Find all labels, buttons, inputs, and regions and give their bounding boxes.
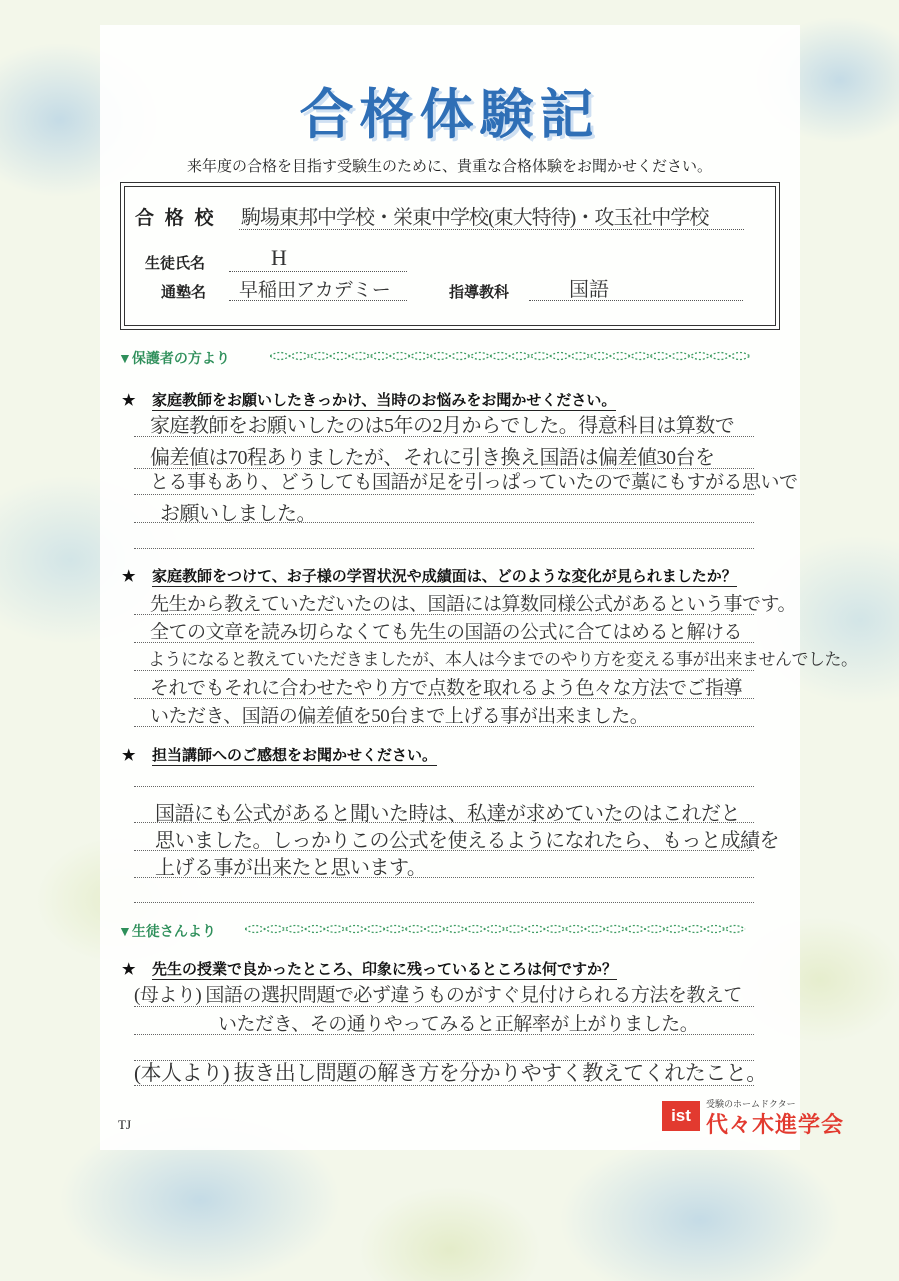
answer-4-dotline-1 [134,1006,754,1007]
answer-1-dotline-3 [134,494,754,495]
star-icon: ★ [122,568,136,585]
page-subtitle: 来年度の合格を目指す受験生のために、貴重な合格体験をお聞かせください。 [186,159,712,175]
question-1 [122,389,616,410]
answer-4-line-3: (本人より) 抜き出し問題の解き方を分かりやすく教えてくれたこと。 [134,1061,767,1085]
juku-dotline [229,300,407,301]
decorative-wave-student [245,922,760,936]
school-value: 駒場東邦中学校・栄東中学校(東大特待)・攻玉社中学校 [241,207,709,229]
star-icon: ★ [122,747,136,764]
answer-4-dotline-4 [134,1085,754,1086]
school-label: 合 格 校 [135,208,217,229]
subject-label: 指導教科 [449,285,510,301]
answer-2-dotline-3 [134,670,754,671]
answer-1-line-3: とる事もあり、どうしても国語が足を引っぱっていたので藁にもすがる思いで [150,472,798,493]
student-name-label: 生徒氏名 [145,256,206,272]
logo-name: 代々木進学会 [706,1112,845,1137]
logo-badge: ist [662,1101,700,1131]
answer-1-line-2: 偏差値は70程ありましたが、それに引き換え国語は偏差値30台を [150,447,715,469]
decorative-wave-parents [270,349,760,363]
page-title: 合格体験記 [299,83,600,146]
answer-3-dotline-5 [134,902,754,903]
question-2 [122,565,737,586]
answer-1-dotline-5 [134,548,754,549]
answer-2-dotline-4 [134,698,754,699]
answer-3-line-2: 思いました。しっかりこの公式を使えるようになれたら、もっと成績を [155,830,779,852]
answer-2-dotline-1 [134,614,754,615]
answer-2-line-2: 全ての文章を読み切らなくても先生の国語の公式に合てはめると解ける [150,622,743,643]
company-logo [662,1097,852,1137]
school-dotline [239,229,744,230]
answer-3-dotline-2 [134,822,754,823]
answer-4-line-1: (母より) 国語の選択問題で必ず違うものがすぐ見付けられる方法を教えて [134,985,742,1006]
answer-4-line-2: いただき、その通りやってみると正解率が上がりました。 [218,1014,699,1035]
question-4 [122,958,617,979]
answer-2-line-3: ようになると教えていただきましたが、本人は今までのやり方を変える事が出来ませんでした。 [148,650,858,669]
answer-1-line-1: 家庭教師をお願いしたのは5年の2月からでした。得意科目は算数で [150,415,735,437]
question-3 [122,744,437,765]
answer-1-dotline-1 [134,436,754,437]
question-3-text: 担当講師へのご感想をお聞かせください。 [152,747,438,764]
section-heading-parents: ▼保護者の方より [118,350,230,366]
answer-1-dotline-4 [134,522,754,523]
question-1-text: 家庭教師をお願いしたきっかけ、当時のお悩みをお聞かせください。 [152,392,617,409]
logo-tagline: 受験のホームドクター [706,1099,796,1109]
star-icon: ★ [122,392,136,409]
answer-3-dotline-4 [134,877,754,878]
answer-3-line-3: 上げる事が出来たと思います。 [155,857,427,879]
juku-value: 早稲田アカデミー [239,280,391,301]
answer-2-dotline-5 [134,726,754,727]
subject-value: 国語 [569,279,609,301]
question-2-text: 家庭教師をつけて、お子様の学習状況や成績面は、どのような変化が見られましたか？ [152,568,737,585]
question-4-text: 先生の授業で良かったところ、印象に残っているところは何ですか？ [152,961,618,978]
answer-2-dotline-2 [134,642,754,643]
answer-3-dotline-1 [134,786,754,787]
answer-3-line-1: 国語にも公式があると聞いた時は、私達が求めていたのはこれだと [155,803,740,825]
section-heading-student: ▼生徒さんより [118,923,216,939]
student-name-value: H [271,245,287,270]
answer-4-dotline-2 [134,1034,754,1035]
student-name-dotline [229,271,407,272]
star-icon: ★ [122,961,136,978]
footer-code: TJ [118,1117,131,1132]
juku-label: 通塾名 [161,285,207,301]
answer-2-line-4: それでもそれに合わせたやり方で点数を取れるよう色々な方法でご指導 [150,678,743,699]
answer-1-line-4: お願いしました。 [160,503,316,525]
answer-2-line-5: いただき、国語の偏差値を50台まで上げる事が出来ました。 [150,706,649,727]
answer-2-line-1: 先生から教えていただいたのは、国語には算数同様公式があるという事です。 [150,594,796,615]
subject-dotline [529,300,743,301]
info-box [120,182,780,330]
